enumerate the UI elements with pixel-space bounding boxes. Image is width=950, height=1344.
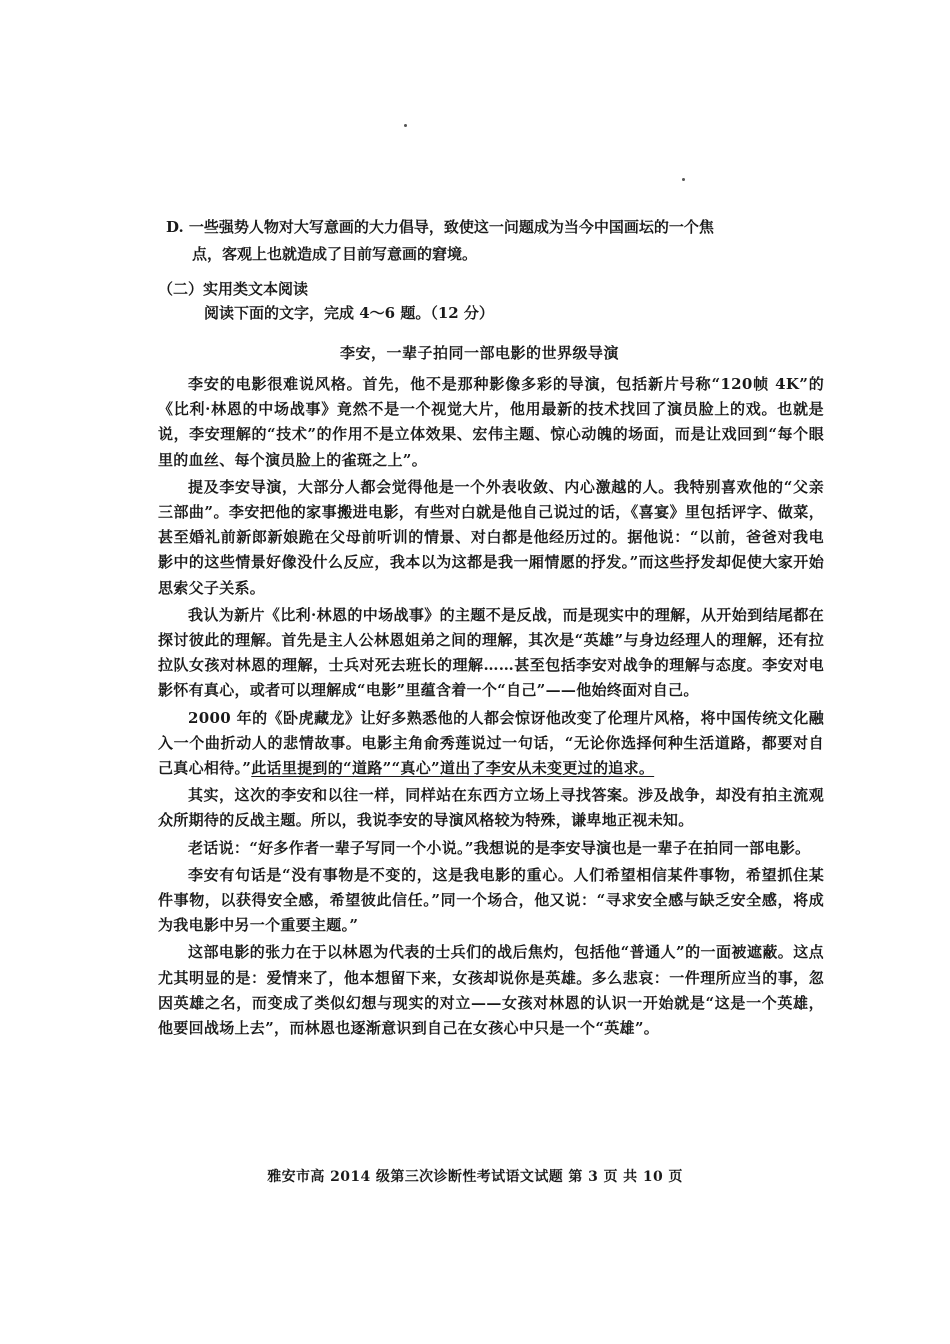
option-d-line2: 点，客观上也就造成了目前写意画的窘境。	[192, 245, 478, 263]
paragraph: 老话说：“好多作者一辈子写同一个小说。”我想说的是李安导演也是一辈子在拍同一部电影。	[188, 838, 811, 857]
paragraph: 我认为新片《比利·林恩的中场战事》的主题不是反战，而是现实中的理解，从开始到结尾都在探讨彼此的理解。首先是主人公林恩姐弟之间的理解，其次是“英雄”与身边经理人的理解，还有拉拉队女孩对林恩的理解，士兵对死去班长的理解……甚至包括李安对战争的理解与态度。李安对电影怀有真心，或者可以理解成“电影”里蕴含着一个“自己”——他始终面对自己。	[158, 605, 824, 700]
scan-speck	[404, 124, 407, 127]
scan-speck	[682, 178, 685, 181]
paragraph: 李安的电影很难说风格。首先，他不是那种影像多彩的导演，包括新片号称“120帧 4K”的《比利·林恩的中场战事》竟然不是一个视觉大片，他用最新的技术找回了演员脸上的戏。也就是说，李安理解的“技术”的作用不是立体效果、宏伟主题、惊心动魄的场面，而是让戏回到“每个眼里的血丝、每个演员脸上的雀斑之上”。	[158, 375, 824, 469]
page-footer: 雅安市高 2014 级第三次诊断性考试语文试题 第 3 页 共 10 页	[267, 1169, 683, 1185]
paragraph: 李安有句话是“没有事物是不变的，这是我电影的重心。人们希望相信某件事物，希望抓住某件事物，以获得安全感，希望彼此信任。”同一个场合，他又说：“寻求安全感与缺乏安全感，将成为我电影中另一个重要主题。”	[158, 865, 824, 935]
article-body	[158, 372, 824, 1043]
paragraph-text: 2000 年的《卧虎藏龙》让好多熟悉他的人都会惊讶他改变了伦理片风格，将中国传统文化融入一个曲折动人的悲情故事。电影主角俞秀莲说过一句话，“无论你选择何种生活道路，都要对自己真心相待。”	[158, 708, 824, 778]
paragraph	[158, 706, 824, 782]
section-heading: （二）实用类文本阅读	[158, 280, 309, 298]
option-d-line1: D. 一些强势人物对大写意画的大力倡导，致使这一问题成为当今中国画坛的一个焦	[166, 218, 714, 236]
paragraph: 这部电影的张力在于以林恩为代表的士兵们的战后焦灼，包括他“普通人”的一面被遮蔽。这点尤其明显的是：爱情来了，他本想留下来，女孩却说你是英雄。多么悲哀：一件理所应当的事，忽因英雄之名，而变成了类似幻想与现实的对立——女孩对林恩的认识一开始就是“这是一个英雄，他要回战场上去”，而林恩也逐渐意识到自己在女孩心中只是一个“英雄”。	[158, 943, 824, 1038]
option-d	[166, 214, 826, 268]
section-instruction: 阅读下面的文字，完成 4～6 题。（12 分）	[204, 304, 494, 322]
paragraph: 其实，这次的李安和以往一样，同样站在东西方立场上寻找答案。涉及战争，却没有拍主流观众所期待的反战主题。所以，我说李安的导演风格较为特殊，谦卑地正视未知。	[158, 786, 824, 830]
paragraph: 提及李安导演，大部分人都会觉得他是一个外表收敛、内心激越的人。我特别喜欢他的“父亲三部曲”。李安把他的家事搬进电影，有些对白就是他自己说过的话，《喜宴》里包括评字、做菜，甚至婚礼前新郎新娘跪在父母前听训的情景、对白都是他经历过的。据他说：“以前，爸爸对我电影中的这些情景好像没什么反应，我本以为这都是我一厢情愿的抒发。”而这些抒发却促使大家开始思索父子关系。	[158, 477, 824, 597]
article-title: 李安，一辈子拍同一部电影的世界级导演	[340, 344, 620, 362]
underlined-sentence: 此话里提到的“道路”“真心”道出了李安从未变更过的追求。	[251, 759, 655, 778]
